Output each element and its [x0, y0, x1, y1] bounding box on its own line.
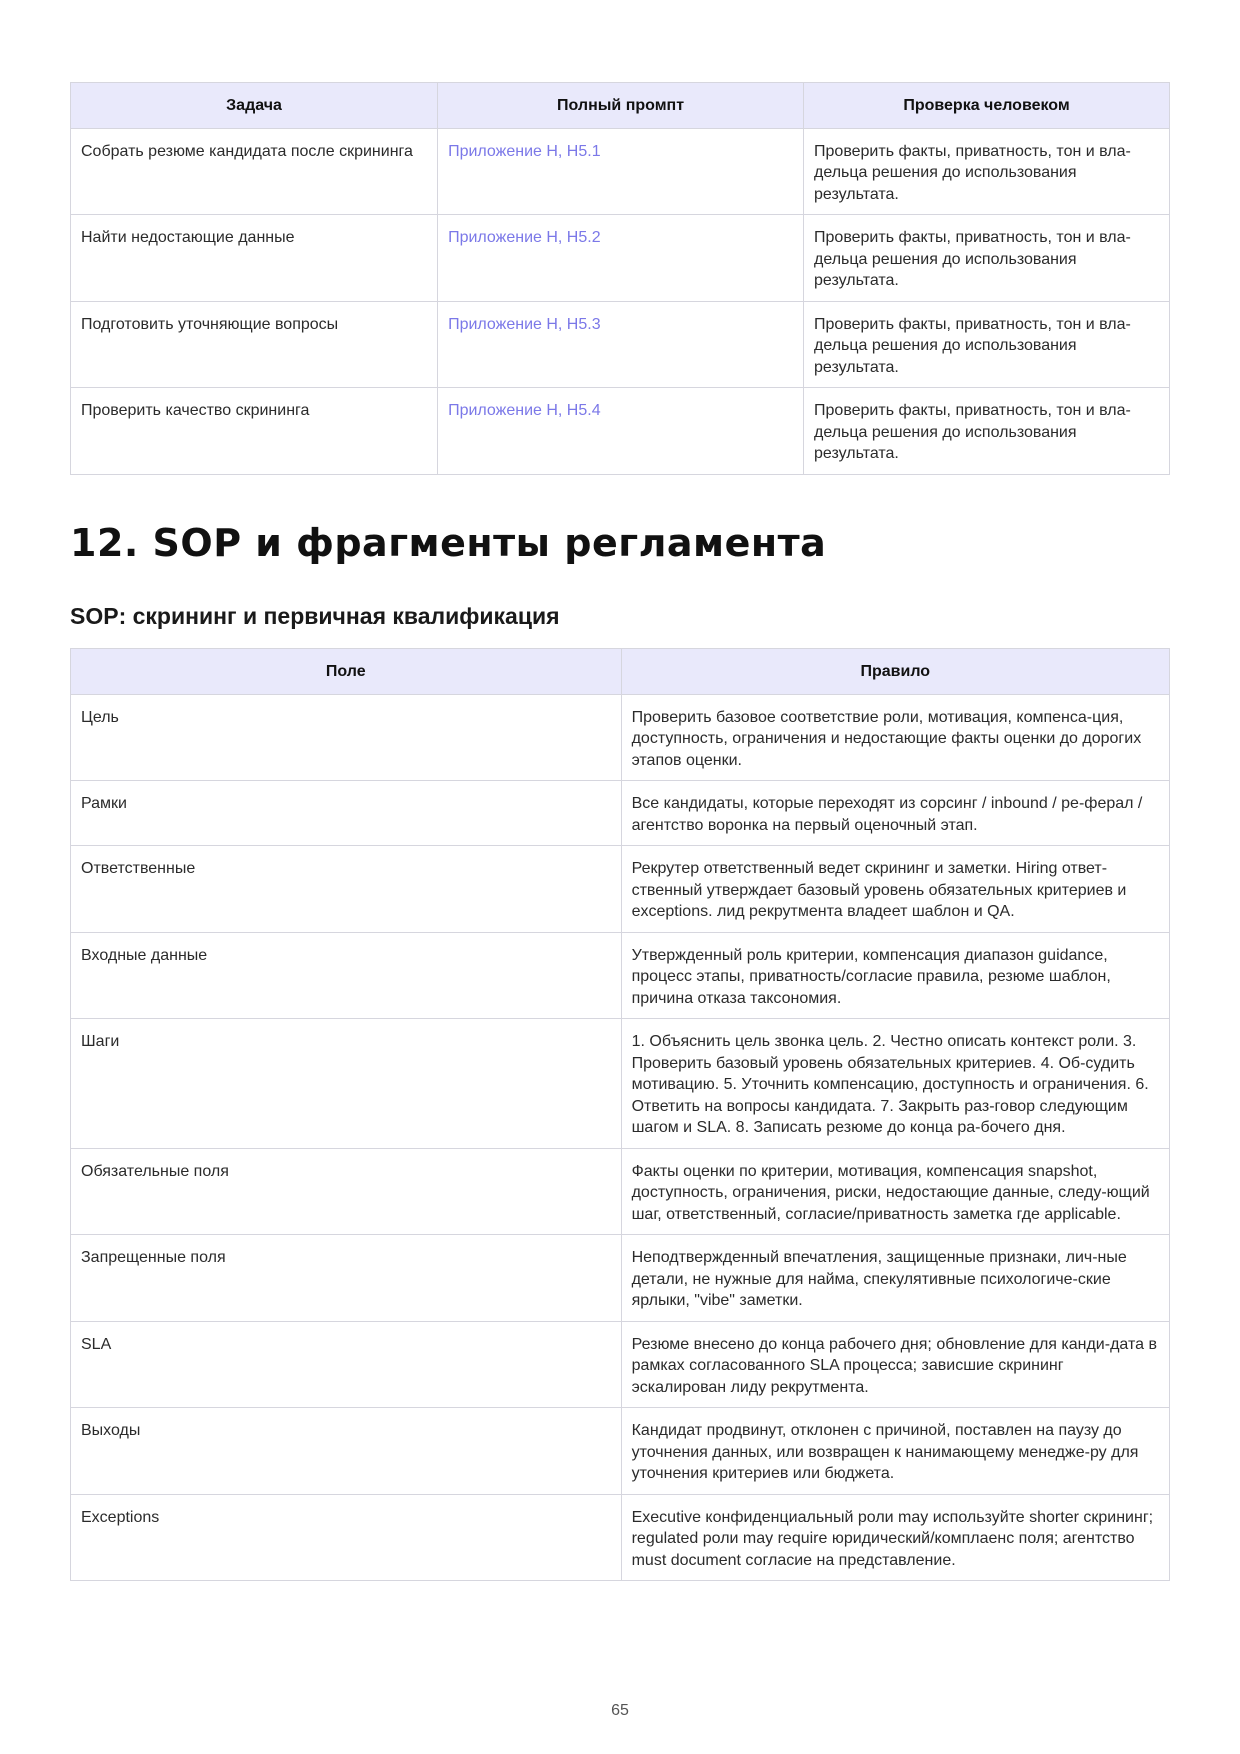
prompts-table — [70, 82, 1170, 475]
prompt-link[interactable]: Приложение H, H5.4 — [438, 388, 804, 475]
prompt-link[interactable]: Приложение H, H5.1 — [438, 128, 804, 215]
check-cell: Проверить факты, приватность, тон и вла-дельца решения до использования результата. — [804, 388, 1170, 475]
rule-cell: Все кандидаты, которые переходят из сорсинг / inbound / ре-ферал / агентство воронка на первый оценочный этап. — [621, 781, 1169, 846]
rule-cell: 1. Объяснить цель звонка цель. 2. Честно описать контекст роли. 3. Проверить базовый уровень обязательных критериев. 4. Об-судить мотивацию. 5. Уточнить компенсацию, доступность и ограничения. 6. Ответить на вопросы кандидата. 7. Закрыть раз-говор следующим шагом и SLA. 8. Записать резюме до конца ра-бочего дня. — [621, 1019, 1169, 1149]
field-cell: Exceptions — [71, 1494, 622, 1581]
check-cell: Проверить факты, приватность, тон и вла-дельца решения до использования результата. — [804, 215, 1170, 302]
table-row — [71, 128, 1170, 215]
table-row — [71, 781, 1170, 846]
table-row — [71, 932, 1170, 1019]
rule-cell: Executive конфиденциальный роли may используйте shorter скрининг; regulated роли may require юридический/комплаенс поля; агентство must document согласие на представление. — [621, 1494, 1169, 1581]
field-cell: SLA — [71, 1321, 622, 1408]
table-row — [71, 694, 1170, 781]
task-cell: Подготовить уточняющие вопросы — [71, 301, 438, 388]
document-page — [70, 82, 1170, 1581]
rule-cell: Проверить базовое соответствие роли, мотивация, компенса-ция, доступность, ограничения и недостающие факты оценки до дорогих этапов оценки. — [621, 694, 1169, 781]
field-cell: Шаги — [71, 1019, 622, 1149]
prompt-link[interactable]: Приложение H, H5.2 — [438, 215, 804, 302]
sop-table — [70, 648, 1170, 1582]
table-row — [71, 846, 1170, 933]
table-row — [71, 1408, 1170, 1495]
field-cell: Входные данные — [71, 932, 622, 1019]
subsection-title: SOP: скрининг и первичная квалификация — [70, 602, 560, 629]
column-header-task: Задача — [71, 83, 438, 129]
table-row — [71, 1494, 1170, 1581]
table-row — [71, 215, 1170, 302]
field-cell: Рамки — [71, 781, 622, 846]
column-header-field: Поле — [71, 648, 622, 694]
field-cell: Выходы — [71, 1408, 622, 1495]
rule-cell: Факты оценки по критерии, мотивация, компенсация snapshot, доступность, ограничения, риски, недостающие данные, следу-ющий шаг, ответственный, согласие/приватность заметка где applicable. — [621, 1148, 1169, 1235]
section-title: 12. SOP и фрагменты регламента — [70, 520, 827, 565]
table-row — [71, 1235, 1170, 1322]
prompt-link[interactable]: Приложение H, H5.3 — [438, 301, 804, 388]
field-cell: Запрещенные поля — [71, 1235, 622, 1322]
rule-cell: Кандидат продвинут, отклонен с причиной, поставлен на паузу до уточнения данных, или возвращен к нанимающему менедже-ру для уточнения критериев или бюджета. — [621, 1408, 1169, 1495]
field-cell: Ответственные — [71, 846, 622, 933]
table-row — [71, 1321, 1170, 1408]
table-row — [71, 301, 1170, 388]
check-cell: Проверить факты, приватность, тон и вла-дельца решения до использования результата. — [804, 128, 1170, 215]
table-row — [71, 1148, 1170, 1235]
rule-cell: Неподтвержденный впечатления, защищенные признаки, лич-ные детали, не нужные для найма, спекулятивные психологиче-ские ярлыки, "vibe" заметки. — [621, 1235, 1169, 1322]
table-header-row — [71, 83, 1170, 129]
page-number: 65 — [611, 1702, 629, 1719]
table-row — [71, 1019, 1170, 1149]
field-cell: Обязательные поля — [71, 1148, 622, 1235]
column-header-full-prompt: Полный промпт — [438, 83, 804, 129]
table-header-row — [71, 648, 1170, 694]
field-cell: Цель — [71, 694, 622, 781]
task-cell: Найти недостающие данные — [71, 215, 438, 302]
task-cell: Собрать резюме кандидата после скрининга — [71, 128, 438, 215]
rule-cell: Резюме внесено до конца рабочего дня; обновление для канди-дата в рамках согласованного SLA процесса; зависшие скрининг эскалирован лиду рекрутмента. — [621, 1321, 1169, 1408]
table-row — [71, 388, 1170, 475]
check-cell: Проверить факты, приватность, тон и вла-дельца решения до использования результата. — [804, 301, 1170, 388]
task-cell: Проверить качество скрининга — [71, 388, 438, 475]
column-header-human-check: Проверка человеком — [804, 83, 1170, 129]
rule-cell: Рекрутер ответственный ведет скрининг и заметки. Hiring ответ-ственный утверждает базовый уровень обязательных критериев и exceptions. лид рекрутмента владеет шаблон и QA. — [621, 846, 1169, 933]
column-header-rule: Правило — [621, 648, 1169, 694]
rule-cell: Утвержденный роль критерии, компенсация диапазон guidance, процесс этапы, приватность/согласие правила, резюме шаблон, причина отказа таксономия. — [621, 932, 1169, 1019]
